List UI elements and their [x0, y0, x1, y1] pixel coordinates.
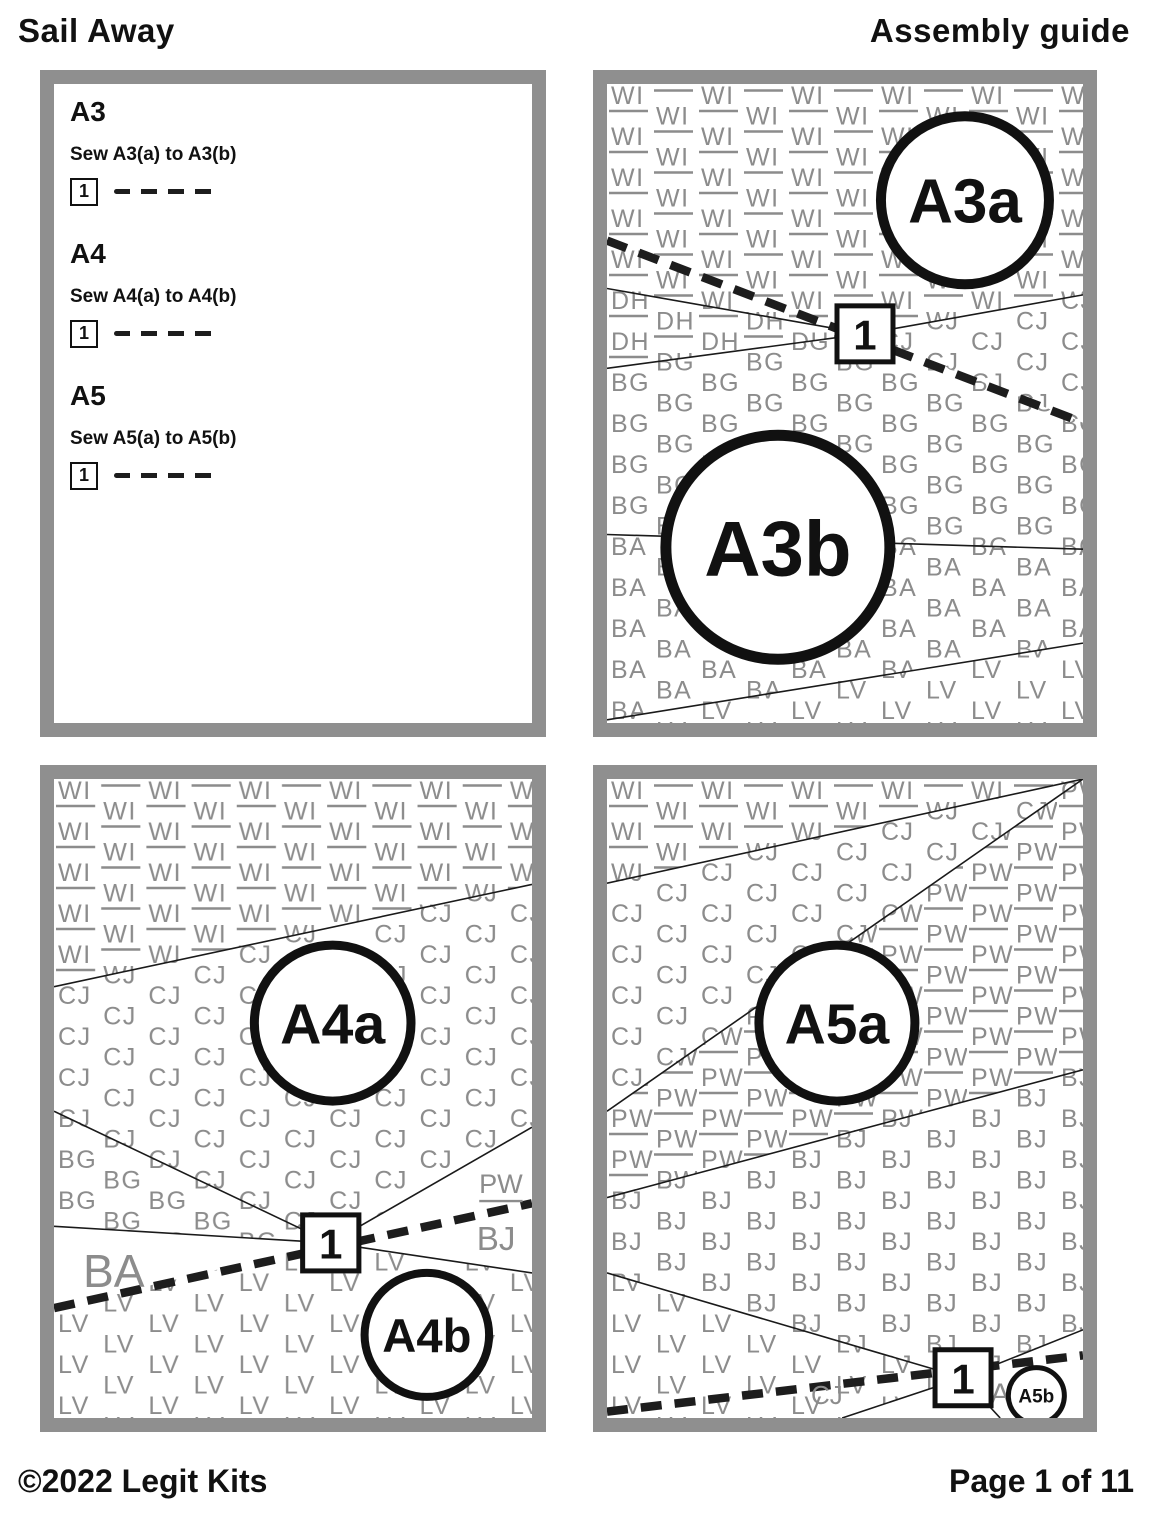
piece-badge-label-a4a: A4a — [280, 992, 386, 1057]
seam-legend — [70, 178, 516, 206]
seam-number-box: 1 — [70, 462, 98, 490]
seam-legend — [70, 320, 516, 348]
step-heading: A5 — [70, 379, 106, 411]
seam-number-box: 1 — [70, 178, 98, 206]
instruction-block-a3 — [70, 98, 516, 206]
step-heading: A4 — [70, 237, 106, 269]
fabric-code-label-ba: BA — [82, 1245, 145, 1297]
instructions-panel — [40, 70, 546, 737]
seam-number: 1 — [951, 1355, 975, 1403]
diagram-panel-a4 — [40, 765, 546, 1432]
step-description: Sew A3(a) to A3(b) — [70, 144, 237, 165]
step-heading: A3 — [70, 96, 106, 127]
page-number: Page 1 of 11 — [949, 1463, 1134, 1499]
piece-badge-label-a3a: A3a — [908, 167, 1022, 237]
instruction-block-a5 — [70, 379, 516, 490]
instruction-block-a4 — [70, 237, 516, 348]
piece-badge-label-a3b: A3b — [704, 504, 852, 593]
fabric-code-label-pw: PW — [479, 1169, 523, 1200]
assembly-diagram-a4 — [54, 779, 532, 1418]
seam-dash-line-icon — [114, 331, 214, 336]
fabric-code-label-cj: CJ — [811, 1379, 843, 1410]
piece-badge-label-a5a: A5a — [784, 992, 890, 1057]
seam-number: 1 — [853, 311, 877, 359]
assembly-diagram-a3 — [607, 84, 1083, 723]
diagram-panel-a3 — [593, 70, 1097, 737]
seam-number-box: 1 — [70, 320, 98, 348]
diagram-panel-a5 — [593, 765, 1097, 1432]
seam-dash-line-icon — [114, 189, 214, 194]
fabric-code-label-bj: BJ — [476, 1221, 516, 1258]
document-title: Sail Away — [18, 12, 175, 49]
piece-badge-label-a4b: A4b — [382, 1308, 472, 1362]
assembly-diagram-a5 — [607, 779, 1083, 1418]
piece-badge-label-a5b: A5b — [1018, 1386, 1055, 1408]
step-description: Sew A4(a) to A4(b) — [70, 285, 237, 307]
seam-legend — [70, 462, 516, 490]
seam-number: 1 — [319, 1220, 343, 1268]
copyright-text: ©2022 Legit Kits — [18, 1463, 268, 1499]
step-description: Sew A5(a) to A5(b) — [70, 427, 237, 449]
document-subtitle: Assembly guide — [869, 12, 1130, 49]
seam-dash-line-icon — [114, 473, 214, 478]
